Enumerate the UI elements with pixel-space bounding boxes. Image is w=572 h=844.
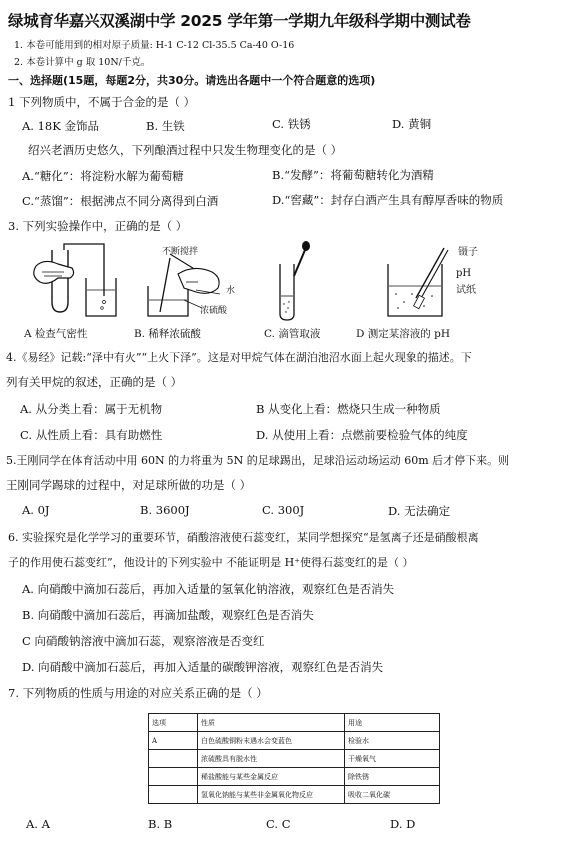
q4-stem-line1: 4.《易经》记载:“泽中有火”“上火下泽”。这是对甲烷气体在湖泊池沼水面上起火现象的描述。下 xyxy=(6,351,472,364)
note-1: 1. 本卷可能用到的相对原子质量: H-1 C-12 Cl-35.5 Ca-40 O-16 xyxy=(14,40,295,51)
q4-option-d: D. 从使用上看：点燃前要检验气体的纯度 xyxy=(256,428,468,442)
q2-option-d: D.“窖藏”：封存白酒产生具有醇厚香味的物质 xyxy=(272,193,504,207)
label-acid: 浓硫酸 xyxy=(200,306,228,316)
q3-caption-a: A 检查气密性 xyxy=(24,328,88,340)
label-test-paper: 试纸 xyxy=(456,285,476,296)
table-header-option: 选项 xyxy=(149,714,198,732)
q1-stem: 1 下列物质中，不属于合金的是（ ） xyxy=(8,95,196,109)
q6-stem-line1: 6. 实验探究是化学学习的重要环节，硝酸溶液使石蕊变红，某同学想探究“是氢离子还是硝酸根离 xyxy=(8,531,479,544)
table-cell: 稀盐酸能与某些金属反应 xyxy=(198,768,345,786)
q3-caption-d: D 测定某溶液的 pH xyxy=(356,328,450,340)
figure-a-airtightness xyxy=(18,242,118,320)
note-2: 2. 本卷计算中 g 取 10N/千克。 xyxy=(14,57,151,68)
q3-caption-b: B. 稀释浓硫酸 xyxy=(134,328,201,340)
q6-option-d: D. 向硝酸中滴加石蕊后，再加入适量的碳酸钾溶液，观察红色是否消失 xyxy=(22,660,384,674)
q1-option-c: C. 铁锈 xyxy=(272,117,311,131)
q1-option-a: A. 18K 金饰品 xyxy=(22,119,99,133)
q6-option-a: A. 向硝酸中滴加石蕊后，再加入适量的氢氧化钠溶液，观察红色是否消失 xyxy=(22,582,395,596)
table-row xyxy=(149,786,440,804)
table-header-property: 性质 xyxy=(198,714,345,732)
table-cell xyxy=(149,750,198,768)
table-cell: 除铁锈 xyxy=(345,768,440,786)
q4-option-a: A. 从分类上看：属于无机物 xyxy=(20,402,163,416)
table-cell: 白色硫酸铜粉末遇水会变蓝色 xyxy=(198,732,345,750)
figure-d-ph-test xyxy=(384,244,454,320)
q5-option-b: B. 3600J xyxy=(140,503,190,517)
label-ph: pH xyxy=(456,268,472,279)
q7-property-table xyxy=(148,713,440,804)
table-cell: 检验水 xyxy=(345,732,440,750)
table-header-row xyxy=(149,714,440,732)
table-cell xyxy=(149,786,198,804)
q7-option-a: A. A xyxy=(26,817,50,831)
q7-option-b: B. B xyxy=(148,817,173,831)
q4-stem-line2: 列有关甲烷的叙述，正确的是（ ） xyxy=(6,375,183,389)
q2-option-c: C.“蒸馏”：根据沸点不同分离得到白酒 xyxy=(22,194,219,208)
q2-option-a: A.“糖化”：将淀粉水解为葡萄糖 xyxy=(22,169,184,183)
q3-stem: 3. 下列实验操作中，正确的是（ ） xyxy=(8,219,188,233)
exam-title: 绿城育华嘉兴双溪湖中学 2025 学年第一学期九年级科学期中测试卷 xyxy=(8,12,471,30)
q5-option-d: D. 无法确定 xyxy=(388,504,451,518)
table-cell xyxy=(149,768,198,786)
q7-option-c: C. C xyxy=(266,817,291,831)
q6-option-b: B. 向硝酸中滴加石蕊后，再滴加盐酸，观察红色是否消失 xyxy=(22,608,314,622)
q2-stem: 绍兴老酒历史悠久，下列酿酒过程中只发生物理变化的是（ ） xyxy=(28,143,343,157)
q4-option-c: C. 从性质上看：具有助燃性 xyxy=(20,428,163,442)
q6-stem-line2: 子的作用使石蕊变红”，他设计的下列实验中 不能证明是 H⁺使得石蕊变红的是（ ） xyxy=(8,556,414,569)
table-cell: A xyxy=(149,732,198,750)
label-tweezers: 镊子 xyxy=(458,247,478,258)
q1-option-d: D. 黄铜 xyxy=(392,117,432,131)
q1-option-b: B. 生铁 xyxy=(146,119,185,133)
q3-caption-c: C. 滴管取液 xyxy=(264,328,321,340)
table-row xyxy=(149,768,440,786)
label-stir: 不断搅拌 xyxy=(162,247,199,257)
q5-option-a: A. 0J xyxy=(22,503,50,517)
q2-option-b: B.“发酵”：将葡萄糖转化为酒精 xyxy=(272,168,434,182)
section-heading: 一、选择题(15题，每题2分，共30分。请选出各题中一个符合题意的选项) xyxy=(8,74,376,87)
q7-option-d: D. D xyxy=(390,817,416,831)
q5-stem-line1: 5.王刚同学在体育活动中用 60N 的力将重为 5N 的足球踢出，足球沿运动场运动 60m 后才停下来。则 xyxy=(6,454,510,467)
table-row xyxy=(149,750,440,768)
q5-stem-line2: 王刚同学踢球的过程中，对足球所做的功是（ ） xyxy=(6,478,252,492)
label-water: 水 xyxy=(226,286,236,296)
q6-option-c: C 向硝酸钠溶液中滴加石蕊，观察溶液是否变红 xyxy=(22,634,265,648)
table-cell: 氢氧化钠能与某些非金属氧化物反应 xyxy=(198,786,345,804)
q7-stem: 7. 下列物质的性质与用途的对应关系正确的是（ ） xyxy=(8,686,268,700)
table-cell: 浓硫酸具有脱水性 xyxy=(198,750,345,768)
figure-c-dropper xyxy=(272,240,322,322)
q4-option-b: B 从变化上看：燃烧只生成一种物质 xyxy=(256,402,441,416)
table-row xyxy=(149,732,440,750)
table-cell: 干燥氧气 xyxy=(345,750,440,768)
q5-option-c: C. 300J xyxy=(262,503,305,517)
table-cell: 吸收二氧化碳 xyxy=(345,786,440,804)
table-header-use: 用途 xyxy=(345,714,440,732)
